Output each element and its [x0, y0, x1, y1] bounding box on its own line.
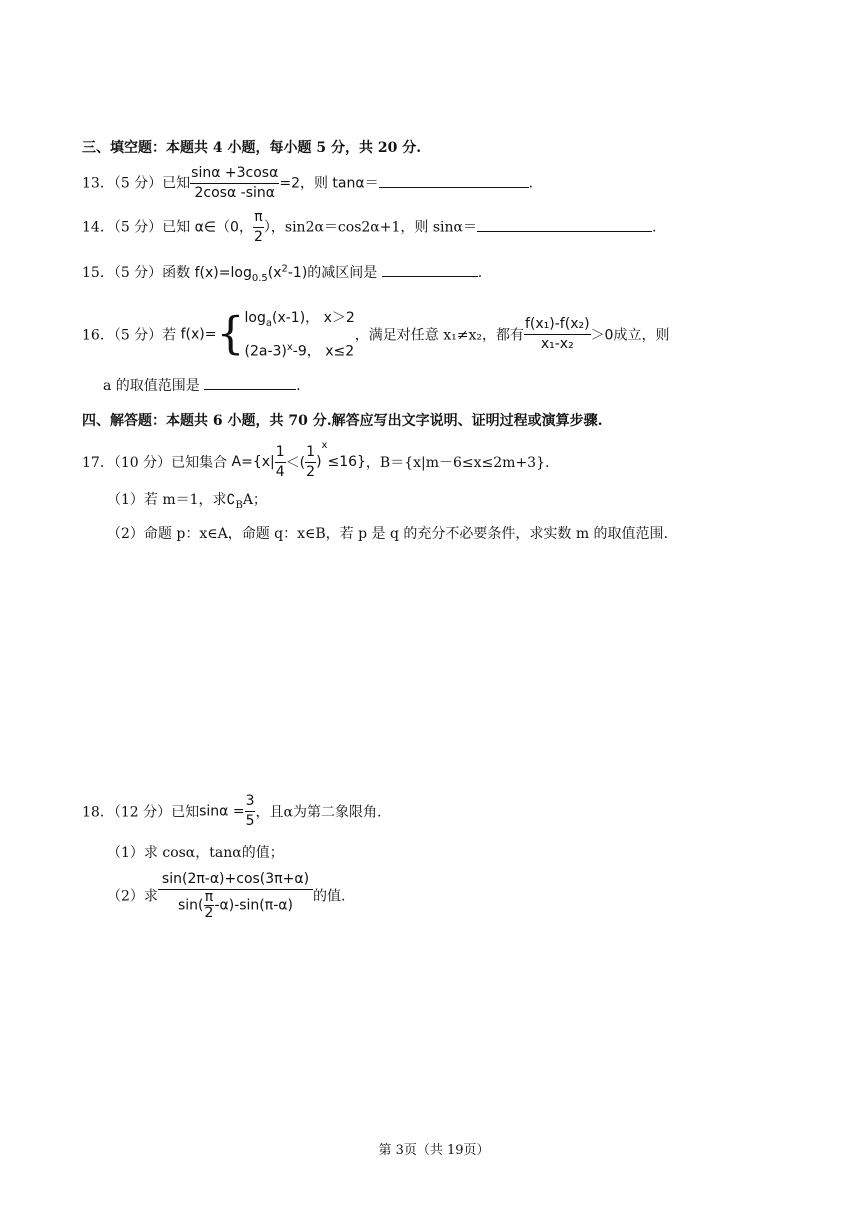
- q18-part-2-suffix: 的值.: [313, 888, 346, 905]
- q16-case1-base: a: [265, 317, 272, 329]
- question-13: [82, 164, 533, 203]
- q18-suffix: ，且α为第二象限角.: [255, 804, 382, 821]
- q18-den-pi-half: [204, 890, 215, 921]
- question-16: [82, 306, 669, 363]
- q18-part-1: （1）求 cosα，tanα的值；: [107, 845, 284, 861]
- q15-exponent: 2: [281, 263, 288, 275]
- q14-middle: sin2α＝cos2α+1，则 sinα＝: [284, 219, 477, 236]
- q15-log: f(x)=log: [194, 265, 252, 281]
- q18-den-sin: sin(: [178, 897, 204, 914]
- q16-end: .: [296, 378, 301, 394]
- q18-den-two: 2: [204, 905, 214, 921]
- q17-half: [305, 443, 316, 482]
- q16-case1-rest: (x-1)， x＞2: [271, 310, 355, 326]
- q17-part-1: [107, 489, 267, 511]
- question-14: [82, 208, 656, 247]
- q15-arg2: -1): [287, 265, 308, 281]
- q15-base: 0.5: [251, 272, 268, 284]
- q16-fraction: [524, 315, 591, 354]
- page-footer: 第 3页（共 19页）: [378, 1143, 490, 1158]
- q14-close: ），: [263, 219, 285, 236]
- q16-tail: 成立，则: [613, 327, 670, 344]
- q15-arg: (x: [267, 265, 282, 281]
- q17-set-b: ，B＝{x|m－6≤x≤2m+3}.: [365, 455, 550, 471]
- section-4-heading: 四、解答题：本题共 6 小题，共 70 分.解答应写出文字说明、证明过程或演算步骤.: [82, 413, 603, 429]
- q16-fx: f(x)=: [180, 326, 217, 343]
- question-17: [82, 440, 549, 482]
- q18-sin: sinα =: [199, 803, 245, 820]
- q14-pi: π: [253, 208, 264, 228]
- q17-lt: ＜(: [285, 455, 306, 471]
- q16-frac-num: f(x₁)-f(x₂): [524, 315, 591, 335]
- q13-equals: =2，则 tanα＝: [279, 175, 379, 192]
- q18-den: 5: [245, 813, 255, 829]
- q17-part-1-text: （1）若 m＝1，求∁: [107, 492, 236, 508]
- q17-part-1-end: A；: [242, 492, 267, 508]
- q17-set-a-open: A={x|: [231, 454, 275, 470]
- q14-pi-half: [253, 208, 264, 247]
- q17-half-den: 2: [306, 463, 316, 480]
- q13-label: 13．（5 分）已知: [82, 175, 191, 192]
- q16-gt: ＞0: [590, 327, 614, 344]
- question-18: [82, 792, 381, 831]
- q17-part-2: （2）命题 p：x∈A，命题 q：x∈B，若 p 是 q 的充分不必要条件，求实数 m 的取值范围.: [107, 526, 668, 542]
- q14-label: 14．（5 分）已知: [82, 219, 191, 236]
- q17-le: ≤16}: [327, 454, 366, 470]
- q18-num: 3: [245, 792, 256, 812]
- q17-half-num: 1: [305, 443, 316, 463]
- q15-function: [194, 263, 308, 284]
- q13-end: .: [528, 175, 534, 192]
- q13-answer-blank: [379, 175, 529, 188]
- q18-label: 18．（12 分）已知: [82, 804, 200, 821]
- q18-fraction: [245, 792, 256, 831]
- q17-part-1-sub: B: [235, 499, 243, 511]
- q16-case-2: [245, 336, 355, 364]
- q18-part-2-fraction: [158, 870, 313, 921]
- q16-case2-rest: -9， x≤2: [292, 343, 355, 360]
- q16-cases: [245, 306, 355, 363]
- q17-quarter: [275, 443, 286, 482]
- section-3-heading: 三、填空题：本题共 4 小题，每小题 5 分，共 20 分.: [82, 140, 422, 156]
- q18-part-2-num: sin(2π-α)+cos(3π+α): [158, 870, 313, 890]
- q13-numerator: sinα +3cosα: [190, 164, 279, 184]
- q14-end: .: [651, 219, 657, 236]
- q17-quarter-num: 1: [275, 443, 286, 463]
- q14-set: α∈（0，: [194, 219, 253, 236]
- q13-fraction: [190, 164, 279, 203]
- q18-part-2-prefix: （2）求: [107, 888, 158, 905]
- q17-exponent: x: [321, 440, 328, 451]
- q16-case-1: [245, 306, 355, 336]
- q13-denominator: 2cosα -sinα: [194, 185, 275, 201]
- q16-line2: a 的取值范围是: [103, 378, 200, 394]
- q14-two: 2: [253, 229, 263, 245]
- q16-brace: {: [216, 308, 245, 360]
- q16-case2-base: (2a-3): [244, 343, 287, 360]
- q17-paren-close: ): [316, 454, 322, 470]
- question-15: [82, 262, 482, 284]
- q16-frac-den: x₁-x₂: [540, 336, 574, 353]
- q18-part-2: [107, 870, 345, 921]
- q18-part-2-den: [158, 890, 313, 921]
- q18-den-rest: -α)-sin(π-α): [214, 897, 293, 914]
- q16-condition: ，满足对任意 x₁≠x₂，都有: [354, 327, 524, 344]
- q16-case2-exp: x: [286, 341, 293, 353]
- q15-answer-blank: [382, 264, 478, 277]
- question-16-line-2: [103, 375, 301, 395]
- q17-quarter-den: 4: [275, 463, 285, 480]
- q16-answer-blank: [204, 377, 296, 390]
- q18-den-pi: π: [204, 889, 214, 905]
- q15-end: .: [477, 265, 483, 281]
- q15-suffix: 的减区间是: [307, 265, 378, 281]
- q14-answer-blank: [477, 219, 652, 232]
- q17-label: 17．（10 分）已知集合: [82, 455, 228, 471]
- q16-label: 16．（5 分）若: [82, 327, 177, 344]
- q15-label: 15．（5 分）函数: [82, 265, 191, 281]
- q16-case1-log: log: [244, 310, 266, 326]
